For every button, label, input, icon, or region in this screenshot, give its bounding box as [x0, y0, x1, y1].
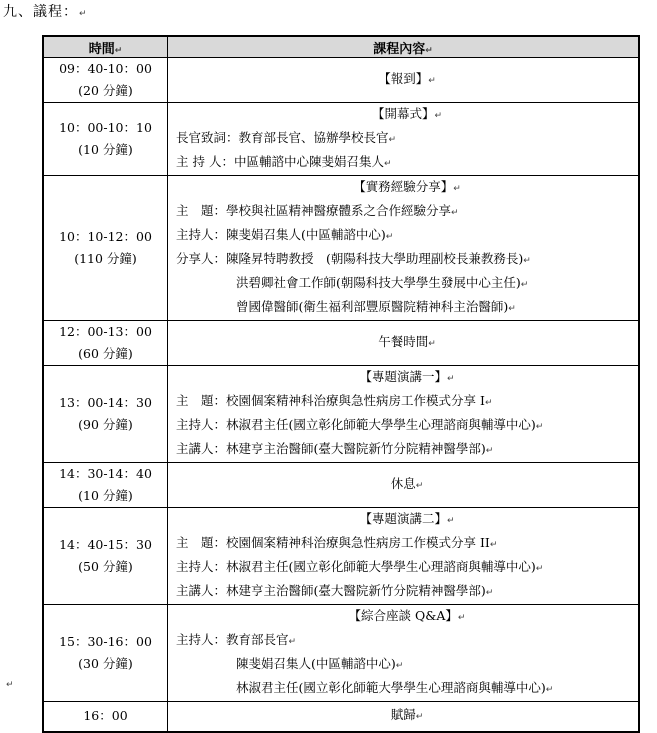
agenda-duration: (10 分鐘) — [78, 142, 133, 157]
agenda-row — [43, 321, 639, 366]
agenda-line-text: 林淑君主任(國立彰化師範大學學生心理諮商與輔導中心) — [226, 417, 536, 432]
agenda-title: 休息↵ — [390, 476, 424, 491]
agenda-line-text: 校園個案精神科治療與急性病房工作模式分享 II — [226, 535, 490, 550]
agenda-title: 賦歸↵ — [390, 707, 424, 723]
paragraph-mark-icon: ↵ — [6, 680, 14, 690]
agenda-line-text: 林淑君主任(國立彰化師範大學學生心理諮商與輔導中心) — [226, 559, 536, 574]
agenda-content-cell — [168, 366, 640, 463]
agenda-line-label: 主講人： — [176, 441, 227, 456]
agenda-row — [43, 366, 639, 463]
agenda-line-label: 主 題： — [176, 393, 227, 408]
agenda-time-cell — [43, 58, 168, 103]
agenda-time: 15：30-16：00 — [59, 634, 152, 649]
agenda-duration: (60 分鐘) — [78, 346, 133, 361]
agenda-content-cell — [168, 103, 640, 176]
agenda-time: 10：00-10：10 — [59, 120, 152, 135]
agenda-time-cell — [43, 508, 168, 605]
agenda-line-label: 分享人： — [176, 251, 227, 266]
agenda-row — [43, 508, 639, 605]
agenda-title: 【報到】↵ — [378, 71, 436, 86]
agenda-line-text: 教育部長官 — [226, 632, 289, 647]
agenda-content-cell — [168, 463, 640, 508]
agenda-duration: (10 分鐘) — [78, 488, 133, 503]
agenda-line-text: 曾國偉醫師(衛生福利部豐原醫院精神科主治醫師) — [236, 299, 509, 314]
agenda-line: 主 題：校園個案精神科治療與急性病房工作模式分享 II↵ — [176, 535, 498, 550]
agenda-time-cell — [43, 366, 168, 463]
agenda-time: 13：00-14：30 — [59, 395, 152, 410]
agenda-line: 主講人：林建亨主治醫師(臺大醫院新竹分院精神醫學部)↵ — [176, 441, 494, 456]
agenda-line-label: 主 持 人： — [176, 154, 234, 169]
agenda-line: 主 持 人：中區輔諮中心陳斐娟召集人↵ — [176, 154, 392, 169]
agenda-time: 16：00 — [83, 708, 128, 724]
agenda-time: 09：40-10：00 — [59, 61, 152, 76]
section-heading — [3, 2, 88, 24]
agenda-line-text: 林建亨主治醫師(臺大醫院新竹分院精神醫學部) — [226, 583, 486, 598]
agenda-line-label: 主持人： — [176, 227, 227, 242]
agenda-line: 長官致詞：教育部長官、協辦學校長官↵ — [176, 130, 397, 145]
agenda-line: 主持人：林淑君主任(國立彰化師範大學學生心理諮商與輔導中心)↵ — [176, 417, 544, 432]
agenda-title: 【綜合座談 Q&A】↵ — [348, 608, 466, 623]
agenda-line: 洪碧卿社會工作師(朝陽科技大學學生發展中心主任)↵ — [236, 275, 529, 290]
agenda-line-label: 長官致詞： — [176, 130, 239, 145]
agenda-row — [43, 103, 639, 176]
agenda-table — [42, 35, 640, 733]
agenda-line-label: 主講人： — [176, 583, 227, 598]
agenda-row — [43, 702, 639, 732]
agenda-header-row — [43, 36, 639, 58]
agenda-line: 曾國偉醫師(衛生福利部豐原醫院精神科主治醫師)↵ — [236, 299, 516, 314]
agenda-content-cell — [168, 605, 640, 702]
agenda-line-text: 洪碧卿社會工作師(朝陽科技大學學生發展中心主任) — [236, 275, 521, 290]
agenda-line-text: 林淑君主任(國立彰化師範大學學生心理諮商與輔導中心) — [236, 680, 546, 695]
agenda-content-cell — [168, 176, 640, 321]
agenda-time-cell — [43, 321, 168, 366]
agenda-content-cell — [168, 58, 640, 103]
agenda-content-cell — [168, 702, 640, 732]
agenda-line: 主 題：學校與社區精神醫療體系之合作經驗分享↵ — [176, 203, 459, 218]
agenda-line-text: 陳斐娟召集人(中區輔諮中心) — [226, 227, 386, 242]
agenda-duration: (110 分鐘) — [74, 251, 137, 266]
agenda-time: 14：30-14：40 — [59, 466, 152, 481]
agenda-line: 主持人：教育部長官↵ — [176, 632, 297, 647]
agenda-line: 主 題：校園個案精神科治療與急性病房工作模式分享 I↵ — [176, 393, 493, 408]
agenda-line-text: 學校與社區精神醫療體系之合作經驗分享 — [226, 203, 452, 218]
agenda-line-label: 主持人： — [176, 632, 227, 647]
agenda-title: 【專題演講一】↵ — [359, 369, 455, 384]
agenda-line-label: 主持人： — [176, 559, 227, 574]
agenda-time-cell — [43, 176, 168, 321]
agenda-line-text: 校園個案精神科治療與急性病房工作模式分享 I — [226, 393, 485, 408]
agenda-time-cell — [43, 702, 168, 732]
agenda-line: 主講人：林建亨主治醫師(臺大醫院新竹分院精神醫學部)↵ — [176, 583, 494, 598]
paragraph-mark-icon: ↵ — [79, 9, 88, 19]
agenda-line-text: 陳隆昇特聘教授 (朝陽科技大學助理副校長兼教務長) — [226, 251, 524, 266]
agenda-line-label: 主持人： — [176, 417, 227, 432]
agenda-line-label: 主 題： — [176, 535, 227, 550]
agenda-title: 【開幕式】↵ — [371, 106, 443, 121]
agenda-row — [43, 58, 639, 103]
agenda-content-cell — [168, 508, 640, 605]
agenda-time-cell — [43, 463, 168, 508]
agenda-line-text: 陳斐娟召集人(中區輔諮中心) — [236, 656, 396, 671]
agenda-title: 【專題演講二】↵ — [359, 511, 455, 526]
agenda-line: 陳斐娟召集人(中區輔諮中心)↵ — [236, 656, 404, 671]
agenda-duration: (90 分鐘) — [78, 417, 133, 432]
agenda-duration: (20 分鐘) — [78, 83, 133, 98]
agenda-time: 14：40-15：30 — [59, 537, 152, 552]
agenda-line-label: 主 題： — [176, 203, 227, 218]
agenda-row — [43, 176, 639, 321]
agenda-content-cell — [168, 321, 640, 366]
agenda-time: 12：00-13：00 — [59, 324, 152, 339]
agenda-line: 分享人：陳隆昇特聘教授 (朝陽科技大學助理副校長兼教務長)↵ — [176, 251, 531, 266]
agenda-line-text: 中區輔諮中心陳斐娟召集人 — [233, 154, 384, 169]
agenda-title: 【實務經驗分享】↵ — [353, 179, 461, 194]
agenda-title: 午餐時間↵ — [378, 334, 436, 349]
section-heading-text: 九、議程： — [3, 4, 78, 20]
agenda-time-cell — [43, 103, 168, 176]
agenda-time-cell — [43, 605, 168, 702]
agenda-row — [43, 463, 639, 508]
agenda-line: 主持人：陳斐娟召集人(中區輔諮中心)↵ — [176, 227, 394, 242]
agenda-duration: (50 分鐘) — [78, 559, 133, 574]
agenda-body — [43, 58, 639, 732]
agenda-time: 10：10-12：00 — [59, 229, 152, 244]
agenda-row — [43, 605, 639, 702]
agenda-line-text: 林建亨主治醫師(臺大醫院新竹分院精神醫學部) — [226, 441, 486, 456]
agenda-duration: (30 分鐘) — [78, 656, 133, 671]
agenda-line-text: 教育部長官、協辦學校長官 — [238, 130, 389, 145]
agenda-line: 主持人：林淑君主任(國立彰化師範大學學生心理諮商與輔導中心)↵ — [176, 559, 544, 574]
header-time: 時間↵ — [43, 36, 168, 58]
header-content: 課程內容↵ — [168, 36, 640, 58]
agenda-line: 林淑君主任(國立彰化師範大學學生心理諮商與輔導中心)↵ — [236, 680, 554, 695]
